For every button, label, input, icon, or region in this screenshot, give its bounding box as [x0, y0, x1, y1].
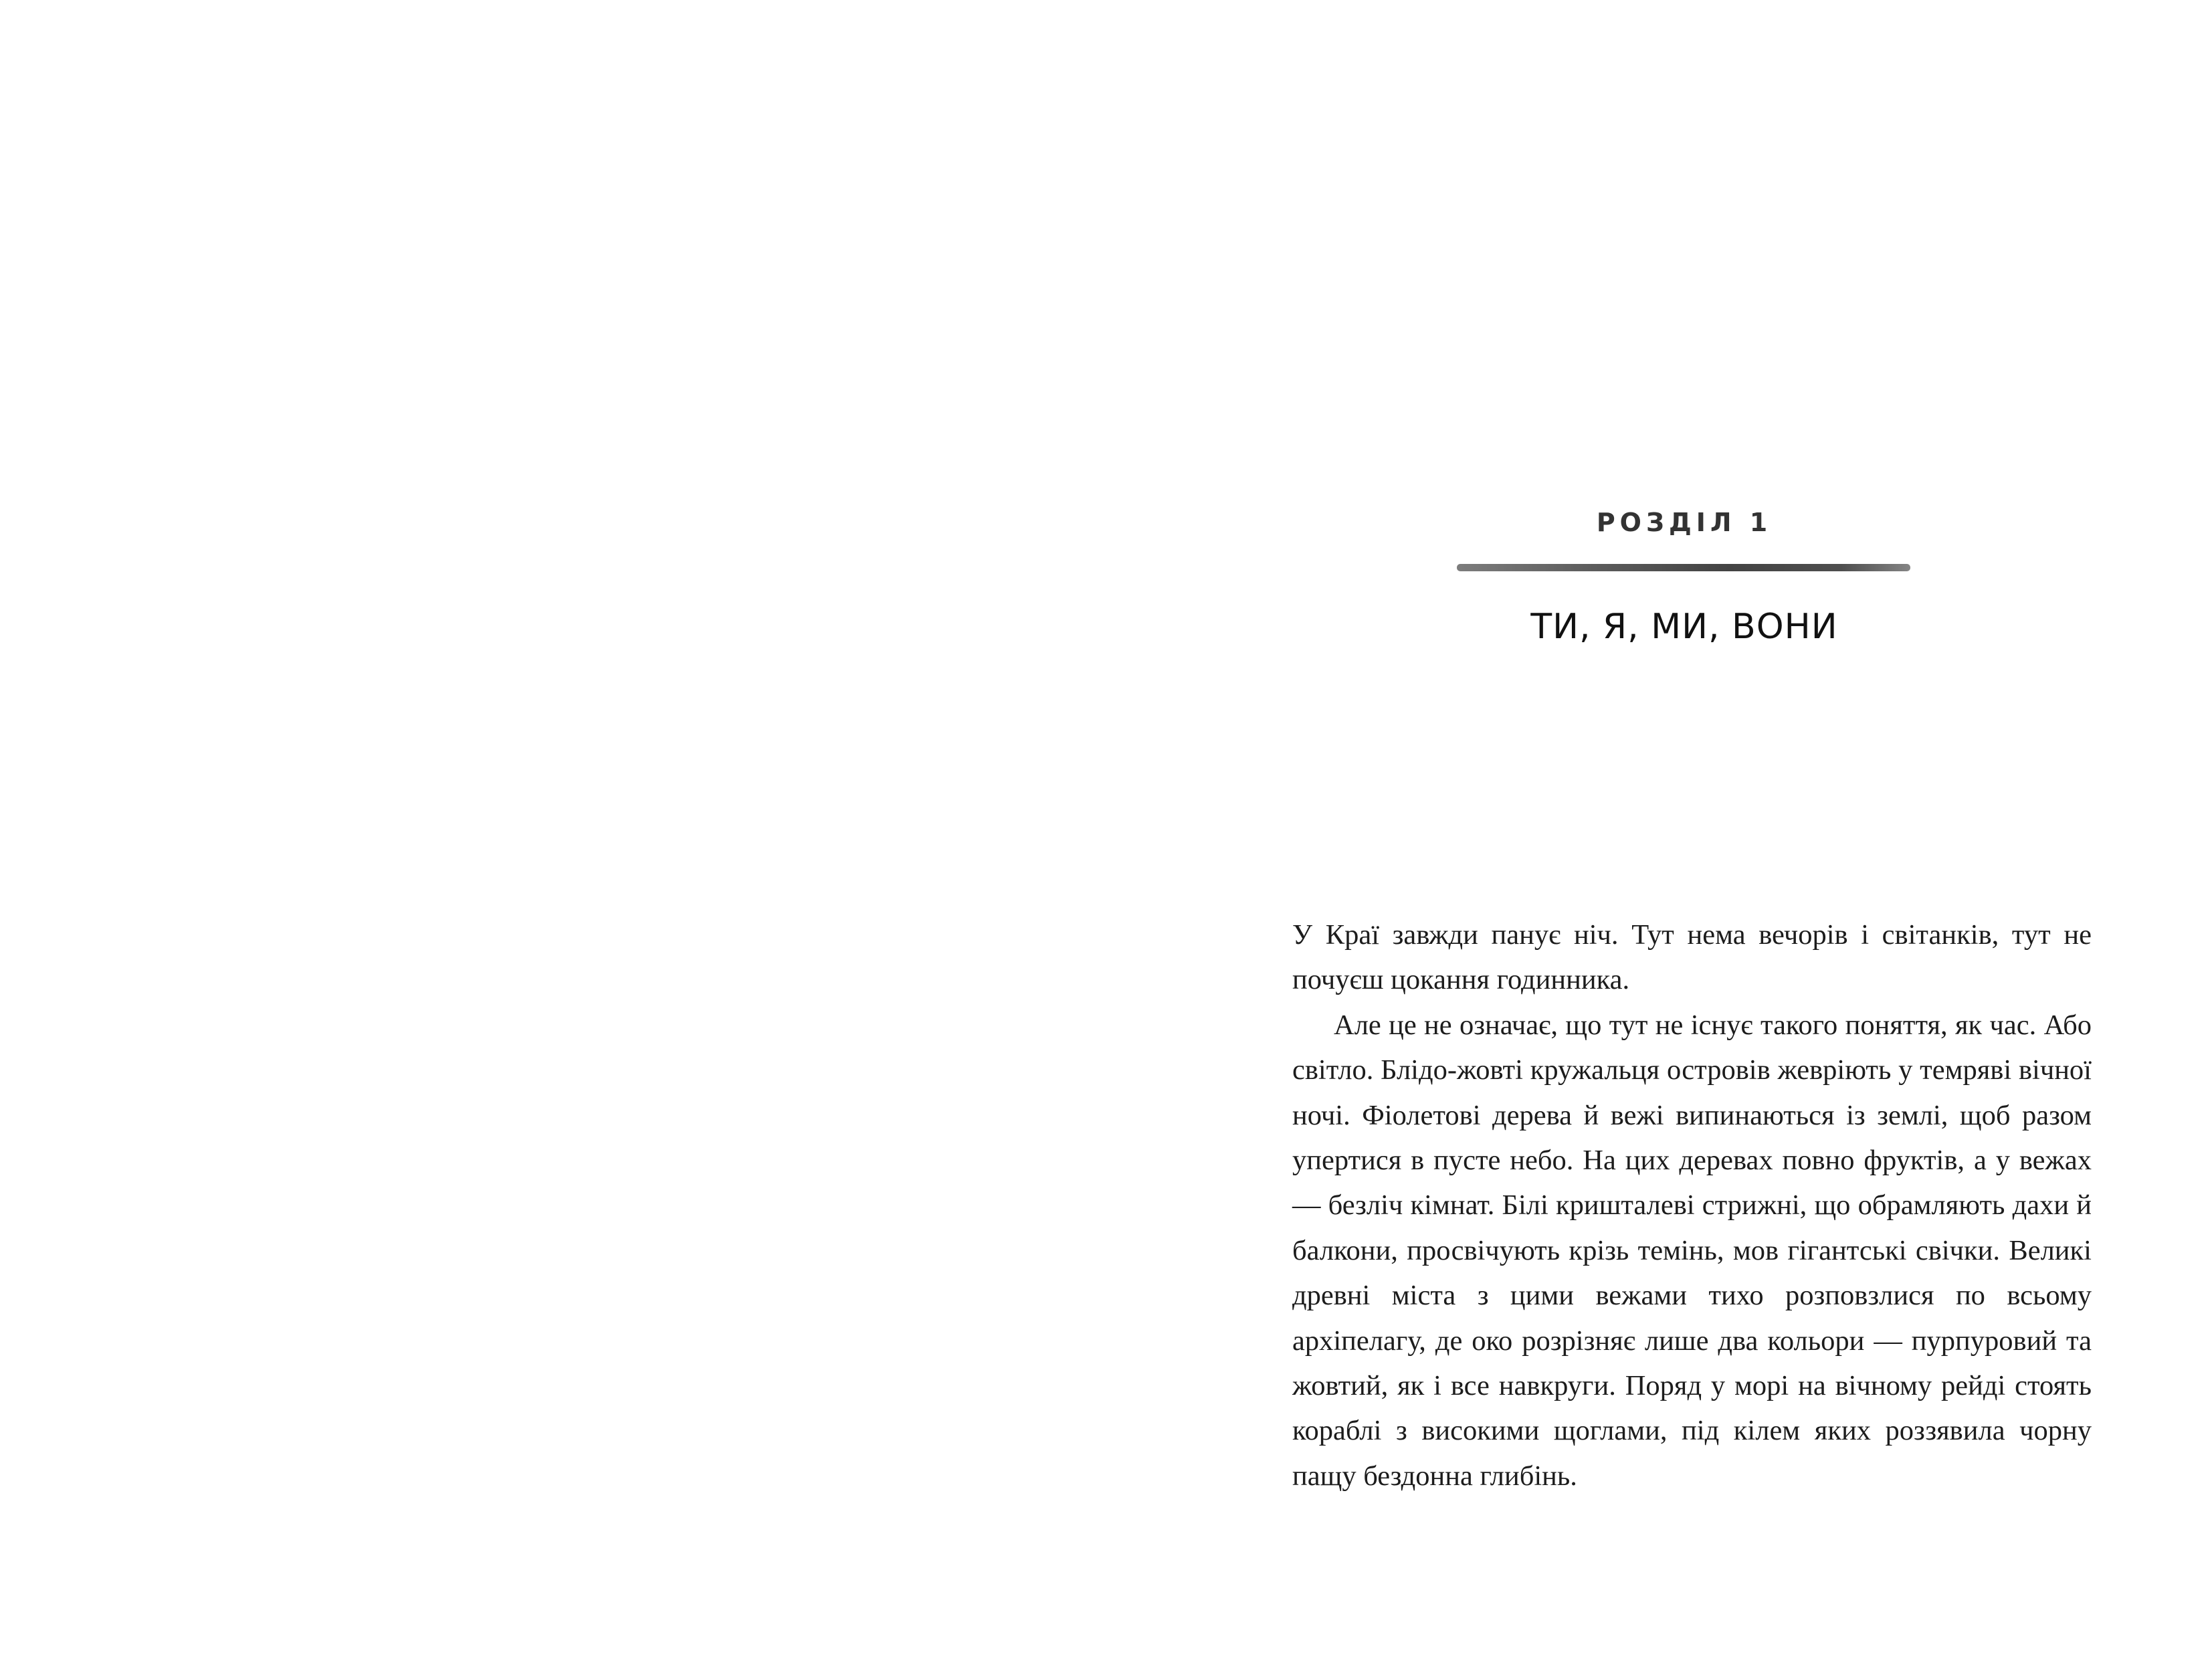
chapter-divider [1457, 564, 1910, 571]
chapter-label: РОЗДІЛ 1 [1596, 508, 1773, 537]
paragraph: Але це не означає, що тут не існує такого поняття, як час. Або світло. Блідо-жовті кружальця островів жевріють у темряві вічної ночі. Фіолетові дерева й вежі випинаються із землі, щоб разом упертися в пусте небо. На цих деревах повно фруктів, а у вежах — безліч кімнат. Білі кришталеві стрижні, що обрамляють дахи й балкони, просвічують крізь темінь, мов гігантські свічки. Великі древні міста з цими вежами тихо розповзлися по всьому архіпелагу, де око розрізняє лише два кольори — пурпуровий та жовтий, як і все навкруги. Поряд у морі на вічному рейді стоять кораблі з високими щоглами, під кілем яких роззявила чорну пащу бездонна глибінь. [1292, 1009, 2092, 1492]
body-text [1292, 912, 2092, 1498]
paragraph: У Краї завжди панує ніч. Тут нема вечорів і світанків, тут не почуєш цокання годинника. [1292, 919, 2092, 996]
chapter-title: ТИ, Я, МИ, ВОНИ [1530, 607, 1838, 647]
